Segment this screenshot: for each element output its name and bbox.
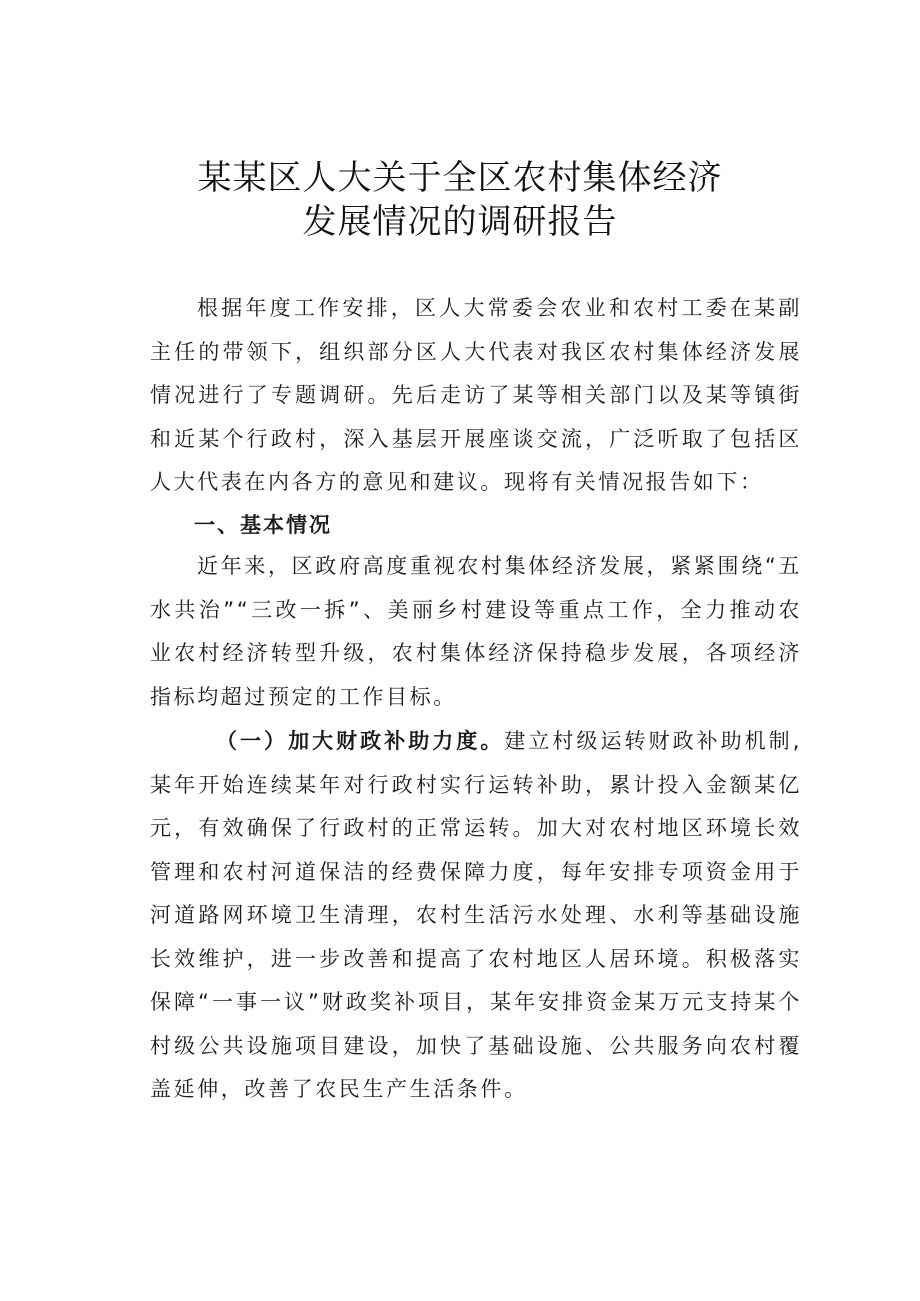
report-title-line-1: 某某区人大关于全区农村集体经济 [197,158,723,198]
section-1-paragraph: 近年来，区政府高度重视农村集体经济发展，紧紧围绕“五水共治”“三改一拆”、美丽乡村建设等重点工作，全力推动农业农村经济转型升级，农村集体经济保持稳步发展，各项经济指标均超过预定的工作目标。 [150,554,802,709]
intro-section [150,287,802,505]
section-1-heading: 一、基本情况 [194,513,332,537]
section-1-heading-block [150,505,802,545]
report-title-line-2: 发展情况的调研报告 [302,202,618,242]
subsection-1-paragraph [150,720,802,1112]
intro-paragraph: 根据年度工作安排，区人大常委会农业和农村工委在某副主任的带领下，组织部分区人大代表对我区农村集体经济发展情况进行了专题调研。先后走访了某等相关部门以及某等镇街和近某个行政村，深入基层开展座谈交流，广泛听取了包括区人大代表在内各方的意见和建议。现将有关情况报告如下： [150,296,802,494]
subsection-1-heading: （一）加大财政补助力度。 [216,729,505,753]
section-1-body-block [150,545,802,719]
subsection-1-block [150,720,802,1112]
subsection-1-body: 建立村级运转财政补助机制,某年开始连续某年对行政村实行运转补助，累计投入金额某亿元，有效确保了行政村的正常运转。加大对农村地区环境长效管理和农村河道保洁的经费保障力度，每年安排专项资金用于河道路网环境卫生清理，农村生活污水处理、水利等基础设施长效维护，进一步改善和提高了农村地区人居环境。积极落实保障“一事一议”财政奖补项目，某年安排资金某万元支持某个村级公共设施项目建设，加快了基础设施、公共服务向农村覆盖延伸，改善了农民生产生活条件。 [150,729,802,1101]
